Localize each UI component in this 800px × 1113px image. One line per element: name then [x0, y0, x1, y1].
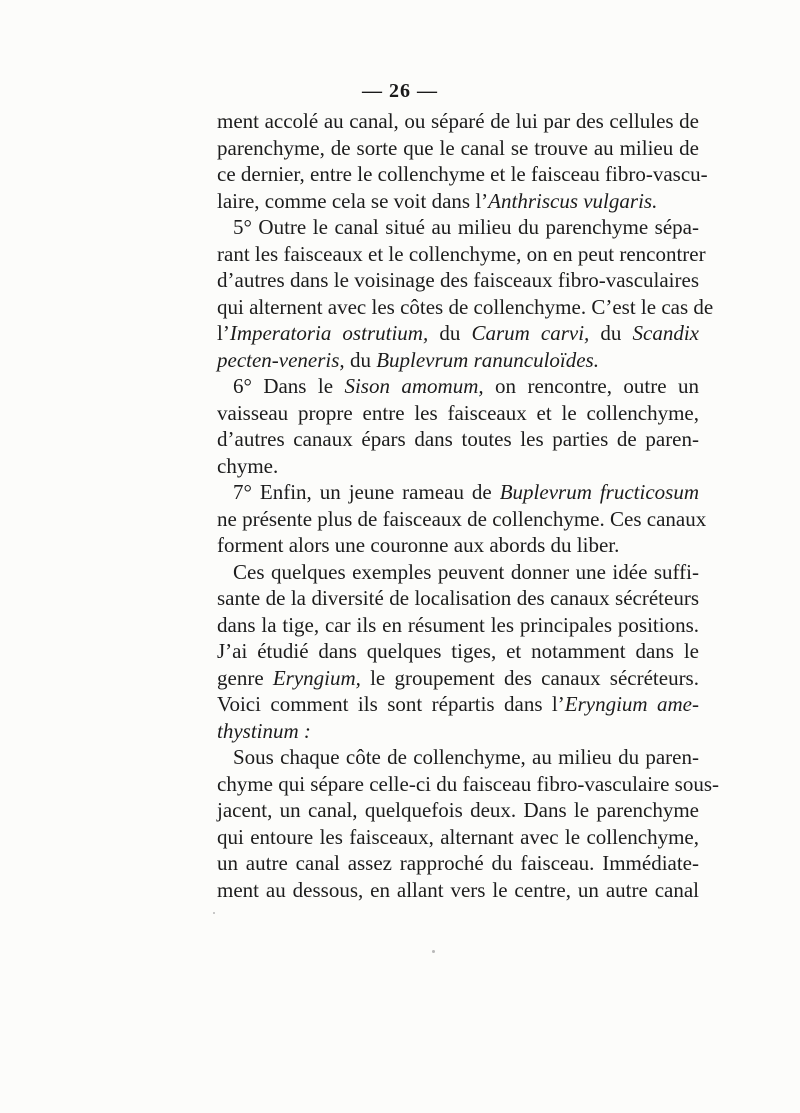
text-line [217, 453, 699, 480]
text-line [217, 373, 699, 400]
text-run: forment alors une couronne aux abords du liber. [217, 533, 620, 557]
text-run: ment accolé au canal, ou séparé de lui par des cellules de [217, 109, 699, 133]
text-run: d’autres dans le voisinage des faisceaux fibro-vasculaires [217, 268, 699, 292]
text-line [217, 559, 699, 586]
italic-text-run: Buplevrum ranunculoïdes. [376, 347, 599, 372]
text-line [217, 718, 699, 745]
text-run: vaisseau propre entre les faisceaux et le collenchyme, [217, 400, 699, 425]
text-line [217, 188, 699, 215]
text-line [217, 797, 699, 824]
text-line [217, 135, 699, 162]
italic-text-run: Eryngium ame- [564, 692, 699, 716]
italic-text-run: Scandix [632, 321, 700, 345]
text-line [217, 294, 714, 321]
italic-text-run: Eryngium, [272, 665, 361, 690]
text-run: qui entoure les faisceaux, alternant avec le collenchyme, [217, 824, 699, 849]
text-line [217, 824, 699, 851]
paper-speck [213, 912, 215, 914]
text-line [217, 267, 699, 294]
text-line [217, 691, 699, 718]
text-run: genre [217, 665, 273, 690]
text-run: Sous chaque côte de collenchyme, au milieu du paren- [233, 745, 699, 769]
text-run: jacent, un canal, quelquefois deux. Dans le parenchyme [217, 798, 699, 822]
paper-speck [432, 950, 435, 953]
text-run: ce dernier, entre le collenchyme et le faisceau fibro-vascu- [217, 162, 708, 186]
italic-text-run: thystinum : [217, 718, 311, 743]
text-run: on rencontre, outre un [483, 374, 699, 398]
text-run: parenchyme, de sorte que le canal se trouve au milieu de [217, 135, 699, 160]
text-line [217, 241, 706, 268]
italic-text-run: Imperatoria ostrutium, [229, 321, 429, 345]
italic-text-run: pecten-veneris, [217, 347, 345, 372]
text-run: chyme qui sépare celle-ci du faisceau fibro-vasculaire sous- [217, 771, 720, 796]
text-run: ne présente plus de faisceaux de collenchyme. Ces canaux [217, 506, 707, 531]
text-run: rant les faisceaux et le collenchyme, on en peut rencontrer [217, 241, 706, 266]
text-run: 7° Enfin, un jeune rameau de [233, 480, 500, 504]
text-line [217, 479, 699, 506]
text-run: sante de la diversité de localisation des canaux sécréteurs [217, 586, 699, 610]
text-line [217, 320, 699, 347]
text-line [217, 347, 699, 374]
text-run: d’autres canaux épars dans toutes les parties de paren- [217, 427, 699, 451]
text-line [217, 506, 707, 533]
text-run: 6° Dans le [233, 374, 345, 398]
text-run: l’ [217, 321, 230, 345]
text-line [217, 400, 699, 427]
text-line [217, 108, 699, 135]
text-run: le groupement des canaux sécréteurs. [360, 665, 699, 690]
italic-text-run: Carum carvi, [471, 321, 590, 345]
text-line [217, 612, 699, 639]
text-run: ment au dessous, en allant vers le centre, un autre canal [217, 877, 699, 902]
text-line [217, 744, 699, 771]
text-run: 5° Outre le canal situé au milieu du parenchyme sépa- [233, 215, 699, 239]
body-text [217, 108, 720, 903]
italic-text-run: Sison amomum, [344, 374, 484, 398]
text-line [217, 665, 699, 692]
text-line [217, 771, 720, 798]
text-line [217, 426, 699, 453]
text-line [217, 850, 699, 877]
page-number: — 26 — [362, 80, 438, 102]
text-run: du [589, 321, 633, 345]
text-run: qui alternent avec les côtes de collenchyme. C’est le cas de [217, 294, 714, 319]
text-line [217, 161, 708, 188]
text-line [217, 585, 699, 612]
text-run: chyme. [217, 453, 279, 478]
text-run: un autre canal assez rapproché du faisceau. Immédiate- [217, 851, 699, 875]
text-run: laire, comme cela se voit dans l’ [217, 188, 489, 213]
italic-text-run: Anthriscus vulgaris. [488, 188, 658, 213]
text-run: Voici comment ils sont répartis dans l’ [217, 692, 565, 716]
text-line [217, 532, 699, 559]
text-run: J’ai étudié dans quelques tiges, et notamment dans le [217, 639, 699, 663]
italic-text-run: Buplevrum fructicosum [499, 480, 700, 504]
text-line [217, 877, 699, 904]
text-run: du [344, 347, 377, 372]
text-line [217, 214, 699, 241]
text-line [217, 638, 699, 665]
text-run: dans la tige, car ils en résument les principales positions. [217, 612, 699, 637]
text-run: du [428, 321, 472, 345]
text-run: Ces quelques exemples peuvent donner une idée suffi- [233, 559, 699, 584]
